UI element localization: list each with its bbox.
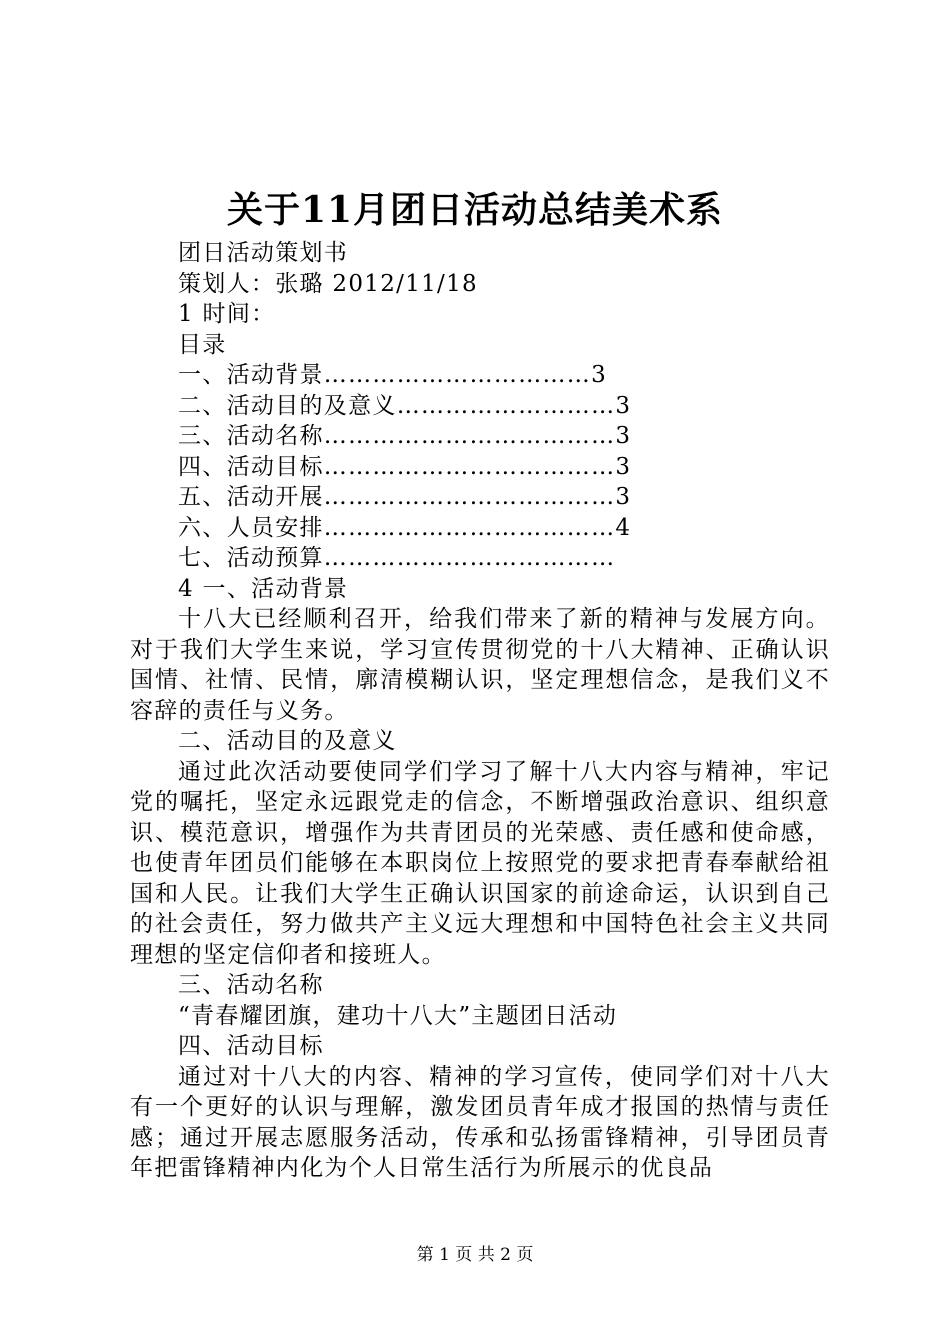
planner-line: 策划人：张璐 2012/11/18 [178, 270, 478, 297]
section-heading-name: 三、活动名称 [178, 972, 324, 998]
document-title: 关于11月团日活动总结美术系 [226, 189, 724, 231]
toc-item: 一、活动背景……………………………3 [178, 362, 608, 388]
subtitle-plan: 团日活动策划书 [178, 240, 349, 266]
toc-heading: 目录 [178, 331, 227, 358]
section-text-goal: 通过对十八大的内容、精神的学习宣传，使同学们对十八大有一个更好的认识与理解，激发团员青年成才报国的热情与责任感；通过开展志愿服务活动，传承和弘扬雷锋精神，引导团员青年把雷锋精神内化为个人日常生活行为所展示的优良品 [130, 1063, 830, 1181]
page-footer: 第 1 页 共 2 页 [416, 1245, 534, 1265]
toc-item: 二、活动目的及意义………………………3 [178, 392, 632, 419]
toc-item: 七、活动预算……………………………… [178, 545, 616, 571]
section-text-purpose: 通过此次活动要使同学们学习了解十八大内容与精神，牢记党的嘱托，坚定永远跟党走的信念，不断增强政治意识、组织意识、模范意识，增强作为共青团员的光荣感、责任感和使命感，也使青年团员们能够在本职岗位上按照党的要求把青春奉献给祖国和人民。让我们大学生正确认识国家的前途命运，认识到自己的社会责任，努力做共产主义远大理想和中国特色社会主义共同理想的坚定信仰者和接班人。 [130, 758, 830, 968]
section-text-background: 十八大已经顺利召开，给我们带来了新的精神与发展方向。对于我们大学生来说，学习宣传贯彻党的十八大精神、正确认识国情、社情、民情，廓清模糊认识，坚定理想信念，是我们义不容辞的责任与义务。 [130, 606, 830, 724]
section-text-name: “青春耀团旗，建功十八大”主题团日活动 [178, 1002, 618, 1029]
toc-item: 五、活动开展………………………………3 [178, 484, 632, 510]
section-heading-background: 4 一、活动背景 [178, 575, 349, 602]
document-body [130, 238, 830, 1184]
toc-item: 四、活动目标………………………………3 [178, 453, 632, 480]
time-line: 1 时间： [178, 301, 276, 327]
toc-item: 三、活动名称………………………………3 [178, 423, 632, 449]
toc-item: 六、人员安排………………………………4 [178, 514, 632, 541]
section-heading-goal: 四、活动目标 [178, 1033, 324, 1059]
section-heading-purpose: 二、活动目的及意义 [178, 728, 397, 754]
